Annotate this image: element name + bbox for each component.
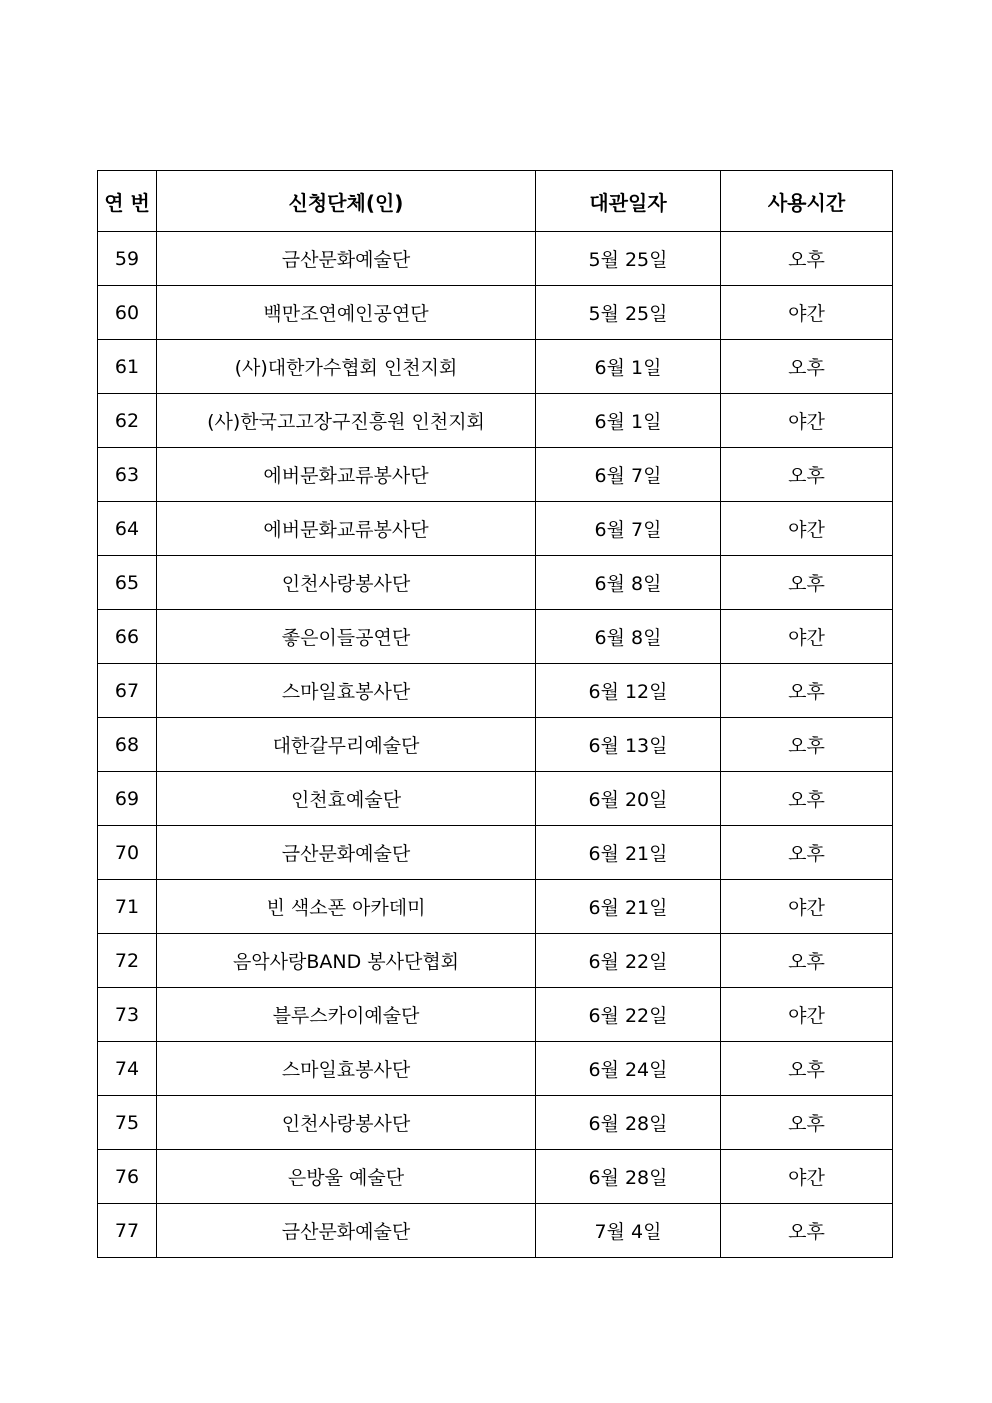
cell-rental-date: 6월 24일 [536, 1042, 721, 1096]
cell-usage-time: 오후 [721, 448, 893, 502]
header-rental-date: 대관일자 [536, 171, 721, 232]
cell-serial-number: 76 [98, 1150, 157, 1204]
header-row [98, 171, 893, 232]
table-row [98, 988, 893, 1042]
table-row [98, 502, 893, 556]
table-row [98, 880, 893, 934]
cell-applicant-organization: (사)대한가수협회 인천지회 [157, 340, 536, 394]
cell-serial-number: 72 [98, 934, 157, 988]
cell-usage-time: 야간 [721, 1150, 893, 1204]
table-body [98, 232, 893, 1258]
cell-applicant-organization: 좋은이들공연단 [157, 610, 536, 664]
cell-usage-time: 야간 [721, 502, 893, 556]
table-row [98, 394, 893, 448]
cell-serial-number: 66 [98, 610, 157, 664]
cell-usage-time: 오후 [721, 664, 893, 718]
cell-serial-number: 74 [98, 1042, 157, 1096]
cell-usage-time: 오후 [721, 934, 893, 988]
cell-usage-time: 오후 [721, 1096, 893, 1150]
venue-rental-schedule-table [97, 170, 893, 1258]
cell-serial-number: 67 [98, 664, 157, 718]
cell-rental-date: 6월 20일 [536, 772, 721, 826]
cell-usage-time: 야간 [721, 988, 893, 1042]
cell-rental-date: 6월 13일 [536, 718, 721, 772]
cell-rental-date: 6월 21일 [536, 880, 721, 934]
cell-serial-number: 62 [98, 394, 157, 448]
cell-applicant-organization: 대한갈무리예술단 [157, 718, 536, 772]
cell-usage-time: 야간 [721, 286, 893, 340]
cell-applicant-organization: 스마일효봉사단 [157, 1042, 536, 1096]
cell-serial-number: 68 [98, 718, 157, 772]
cell-applicant-organization: 인천사랑봉사단 [157, 1096, 536, 1150]
cell-usage-time: 오후 [721, 340, 893, 394]
cell-applicant-organization: 에버문화교류봉사단 [157, 502, 536, 556]
cell-serial-number: 71 [98, 880, 157, 934]
cell-serial-number: 73 [98, 988, 157, 1042]
cell-rental-date: 6월 8일 [536, 610, 721, 664]
cell-applicant-organization: 스마일효봉사단 [157, 664, 536, 718]
table-row [98, 664, 893, 718]
cell-rental-date: 6월 1일 [536, 394, 721, 448]
cell-serial-number: 75 [98, 1096, 157, 1150]
cell-serial-number: 77 [98, 1204, 157, 1258]
cell-serial-number: 64 [98, 502, 157, 556]
table-row [98, 718, 893, 772]
cell-applicant-organization: 에버문화교류봉사단 [157, 448, 536, 502]
cell-serial-number: 61 [98, 340, 157, 394]
cell-applicant-organization: 인천사랑봉사단 [157, 556, 536, 610]
table-row [98, 1042, 893, 1096]
cell-usage-time: 오후 [721, 772, 893, 826]
cell-usage-time: 오후 [721, 826, 893, 880]
table-row [98, 934, 893, 988]
cell-applicant-organization: 백만조연예인공연단 [157, 286, 536, 340]
header-serial-number: 연 번 [98, 171, 157, 232]
cell-applicant-organization: 금산문화예술단 [157, 1204, 536, 1258]
cell-applicant-organization: 블루스카이예술단 [157, 988, 536, 1042]
cell-rental-date: 6월 8일 [536, 556, 721, 610]
table-row [98, 286, 893, 340]
cell-rental-date: 6월 22일 [536, 988, 721, 1042]
table-row [98, 1204, 893, 1258]
cell-rental-date: 6월 7일 [536, 502, 721, 556]
cell-rental-date: 6월 28일 [536, 1096, 721, 1150]
table-header [98, 171, 893, 232]
table-row [98, 232, 893, 286]
cell-serial-number: 59 [98, 232, 157, 286]
cell-applicant-organization: (사)한국고고장구진흥원 인천지회 [157, 394, 536, 448]
table-row [98, 772, 893, 826]
cell-serial-number: 70 [98, 826, 157, 880]
cell-applicant-organization: 은방울 예술단 [157, 1150, 536, 1204]
cell-serial-number: 69 [98, 772, 157, 826]
table-row [98, 448, 893, 502]
cell-rental-date: 5월 25일 [536, 286, 721, 340]
cell-serial-number: 65 [98, 556, 157, 610]
cell-usage-time: 야간 [721, 610, 893, 664]
cell-usage-time: 야간 [721, 394, 893, 448]
cell-applicant-organization: 금산문화예술단 [157, 826, 536, 880]
cell-usage-time: 오후 [721, 556, 893, 610]
cell-applicant-organization: 인천효예술단 [157, 772, 536, 826]
cell-applicant-organization: 빈 색소폰 아카데미 [157, 880, 536, 934]
cell-usage-time: 야간 [721, 880, 893, 934]
cell-applicant-organization: 금산문화예술단 [157, 232, 536, 286]
header-usage-time: 사용시간 [721, 171, 893, 232]
header-applicant-organization: 신청단체(인) [157, 171, 536, 232]
cell-rental-date: 5월 25일 [536, 232, 721, 286]
cell-applicant-organization: 음악사랑BAND 봉사단협회 [157, 934, 536, 988]
cell-usage-time: 오후 [721, 1042, 893, 1096]
cell-usage-time: 오후 [721, 718, 893, 772]
cell-rental-date: 6월 21일 [536, 826, 721, 880]
cell-rental-date: 6월 28일 [536, 1150, 721, 1204]
cell-serial-number: 60 [98, 286, 157, 340]
table-row [98, 556, 893, 610]
table-row [98, 1150, 893, 1204]
cell-serial-number: 63 [98, 448, 157, 502]
table-row [98, 610, 893, 664]
table-row [98, 1096, 893, 1150]
cell-rental-date: 7월 4일 [536, 1204, 721, 1258]
cell-rental-date: 6월 12일 [536, 664, 721, 718]
cell-usage-time: 오후 [721, 232, 893, 286]
cell-rental-date: 6월 7일 [536, 448, 721, 502]
table-row [98, 826, 893, 880]
table-row [98, 340, 893, 394]
cell-rental-date: 6월 1일 [536, 340, 721, 394]
cell-rental-date: 6월 22일 [536, 934, 721, 988]
cell-usage-time: 오후 [721, 1204, 893, 1258]
